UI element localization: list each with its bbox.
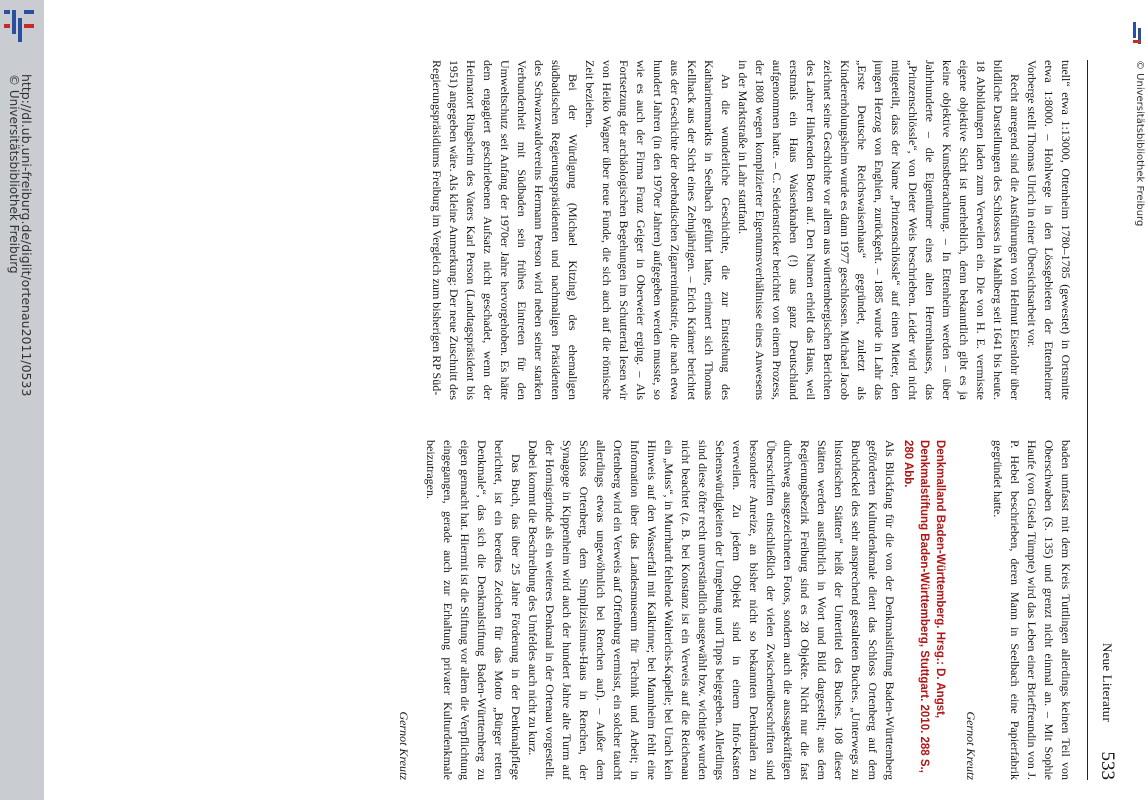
header-rule — [1087, 60, 1088, 780]
body-paragraph: baden umfasst mit dem Kreis Tuttlingen allerdings keinen Teil von Oberschwaben (S. 135) und grenzt nicht einmal an. – Mit Sophie Haufe (von Gisela Tümpte) wird das Leben einer Brieffreundin von J. P. Hebel beschrieben, deren Mann in Seelbach eine Papierfabrik gegründet hatte. — [991, 440, 1073, 780]
body-paragraph: Als Blickfang für die von der Denkmalstiftung Baden-Württemberg geförderten Kulturdenkmale dient das Schloss Ortenberg auf dem Buchdeckel des sehr ansprechend gestalteten Buches. „Unterwegs zu historischen Stätten“ heißt der Untertitel des Buches. 108 dieser Stätten werden ausführlich in Wort und Bild dargestellt; aus dem Regierungsbezirk Freiburg sind es 28 Objekte. Nicht nur die fast durchweg ausgezeichneten Fotos, sondern auch die aussagekräftigen Überschriften einschließlich der vielen Zwischenüberschriften sind besondere Anreize, an bisher nicht so bekannten Denkmalen zu verweilen. Zu jedem Objekt sind in einem Info-Kasten Sehenswürdigkeiten der Umgebung und Tipps beigegeben. Allerdings sind diese öfter recht unverständlich ausgewählt bzw. wichtige wurden nicht beachtet (z. B. bei Konstanz ist ein Verweis auf die Reichenau ein „Muss“, in Murrhardt fehlende Walterichs-Kapelle; bei Urach kein Hinweis auf den Wasserfall mit Kalkrinne; bei Mannheim fehlt eine Information über das Landesmuseum für Technik und Arbeit; in Ortenberg wird ein Verweis auf Offenburg vermisst, ein solcher taucht allerdings etwas ungewöhnlich bei Renchen auf). – Außer dem Schloss Ortenberg, dem Simplizissimus-Haus in Renchen, der Synagoge in Kippenheim wird auch der hundert Jahre alte Turm auf der Hornisgrinde als ein weiteres Denkmal in der Ortenau vorgestellt. Dabei kommt die Beschreibung des Umfeldes auch nicht zu kurz. — [526, 440, 897, 780]
body-paragraph: Bei der Würdigung (Michael Kitzing) des ehemaligen südbadischen Regierungspräsidenten und nachmaligen Präsidenten des Schwarzwaldvereins Hermann Person wird neben seiner starken Verbundenheit mit Südbaden sein frühes Eintreten für den Umweltschutz seit Anfang der 1970er Jahre hervorgehoben. Es hätte dem engagiert geschriebenen Aufsatz nicht geschadet, wenn der Heimatort Ringsheim des Vaters Karl Person (Landtagspräsident bis 1951) angegeben wäre. Als kleine Anmerkung: Der neue Zuschnitt des Regierungspräsidiums Freiburg im Vergleich zum bisherigen RP Süd- — [430, 60, 580, 400]
body-paragraph: Recht anregend sind die Ausführungen von Helmut Eisenlohr über bildliche Darstellungen des Schlosses in Mahlberg seit 1641 bis heute. 18 Abbildungen laden zum Verweilen ein. Die von H. E. vermisste eigene objektive Sicht ist unerheblich, denn bekanntlich gibt es ja keine objektive Kunstbetrachtung. – In Ettenheim werden – über Jahrhunderte – die Eigentümer eines alten Herrenhauses, das „Prinzenschlössle“, von Dieter Weis beschrieben. Leider wird nicht mitgeteilt, dass der Name „Prinzenschlössle“ auf einen Mieter, den jungen Herzog von Enghien, zurückgeht. – 1885 wurde in Lahr das „Erste Deutsche Reichswaisenhaus“ gegründet, zuletzt als Kindererholungsheim wurde es dann 1977 geschlossen. Michael Jacob zeichnet seine Geschichte vor allem aus württembergischen Berichten des Lahrer Hinkenden Boten auf. Den Namen erhielt das Haus, weil erstmals ein Haus Waisenknaben (!) aus ganz Deutschland aufgenommen hatte. – C. Seidenstricker berichtet von einem Prozess, der 1808 wegen komplizierter Eigentumsverhältnisse eines Anwesens in der Marktstraße in Lahr stattfand. — [736, 60, 1022, 400]
source-url[interactable]: http://dl.ub.uni-freiburg.de/diglit/ortenau2011/0533 — [19, 74, 34, 397]
body-paragraph: An die wunderliche Geschichte, die zur Entstehung des Katharinenmarkts in Seelbach geführt hatte, erinnert sich Thomas Kellhack aus der Sicht eines Zehnjährigen. – Erich Krämer berichtet aus der Geschichte der oberbadischen Zigarrenindustrie, die nach etwa hundert Jahren (in den 1970er Jahren) aufgegeben werden musste, so wie es auch der Firma Franz Geiger in Oberweier erging. – Als Fortsetzung der archäologischen Begehungen im Schuttertal lesen wir von Heiko Wagner über neue Funde, die sich auch auf die römische Zeit beziehen. — [583, 60, 733, 400]
right-column — [114, 440, 1074, 780]
copyright-note: © Universitätsbibliothek Freiburg — [7, 74, 21, 274]
review-heading: Denkmalland Baden-Württemberg. Hrsg.: D. Angst, Denkmalstiftung Baden-Württemberg, Stuttgart. 2010. 288 S., 280 Abb. — [902, 440, 946, 773]
body-paragraph: tuell“ etwa 1:13000, Ottenheim 1780–1785 (gewestet) in Ortsmitte etwa 1:8000. – Hohlwege in den Lössgebieten der Ettenheimer Vorberge stellt Thomas Ulrich in einer Übersichtsarbeit vor. — [1025, 60, 1073, 400]
review-author: Gernot Kreutz — [964, 711, 978, 780]
sidebar — [0, 0, 44, 800]
university-logo-icon — [2, 4, 38, 48]
book-page — [110, 60, 1120, 780]
running-head — [1090, 60, 1120, 780]
right-edge-copyright: © Universitätsbibliothek Freiburg — [1134, 60, 1145, 227]
running-title: Neue Literatur — [1100, 643, 1115, 722]
left-column — [114, 60, 1074, 400]
university-logo-fragment-icon — [1131, 18, 1145, 48]
review-author: Gernot Kreutz — [397, 711, 411, 780]
page-number: 533 — [1097, 751, 1118, 780]
sidebar-rotated-text — [8, 74, 32, 800]
body-paragraph: Das Buch, das über 25 Jahre Förderung in der Denkmalpflege berichtet, ist ein beredtes Zeichen für das Motto „Bürger retten Denkmale“, das sich die Denkmalstiftung Baden-Württemberg zu eigen gemacht hat. Hiermit ist die Stiftung vor allem die Verpflichtung eingegangen, gerade auch zur Erhaltung privater Kulturdenkmale beizutragen. — [424, 440, 523, 780]
right-edge-strip — [1131, 0, 1148, 800]
